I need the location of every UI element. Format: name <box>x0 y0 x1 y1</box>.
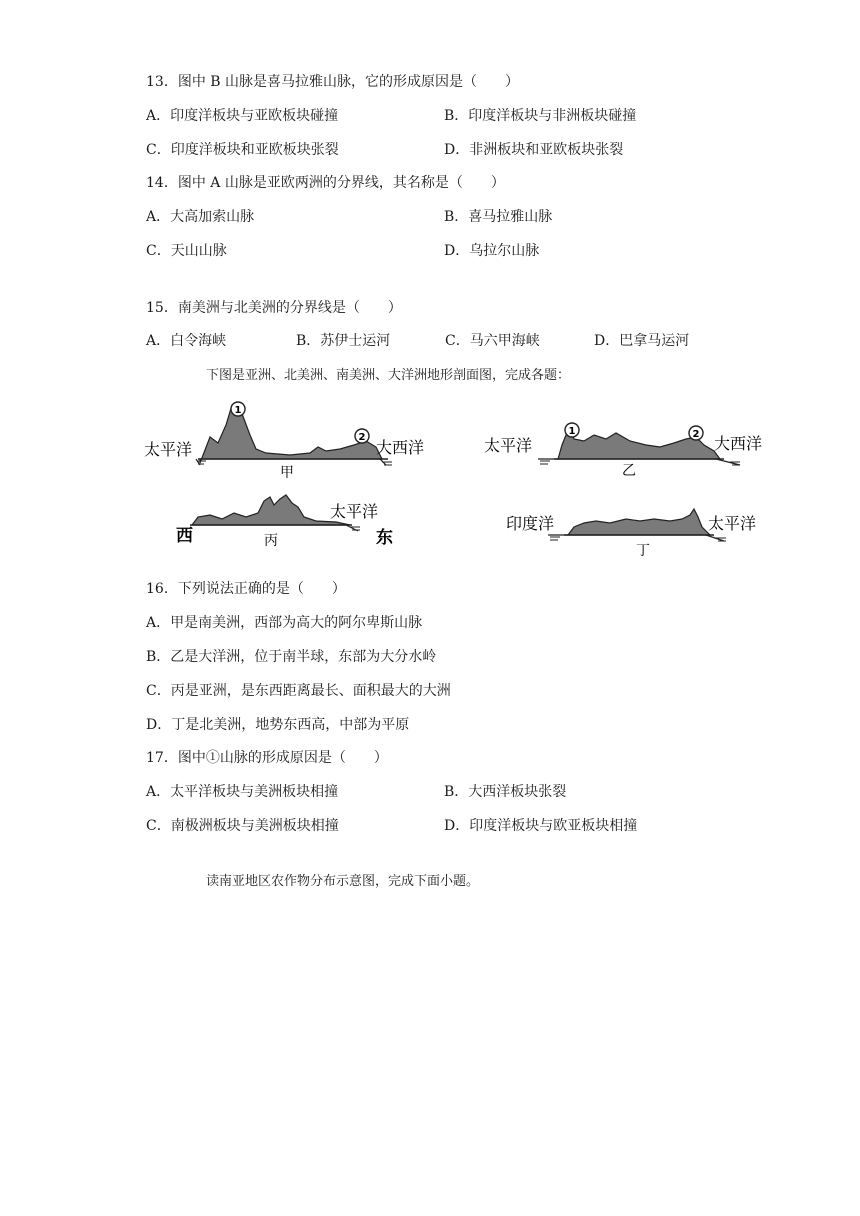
jia-mark-1: 1 <box>234 405 242 416</box>
q16-option-d[interactable]: D．丁是北美洲，地势东西高，中部为平原 <box>146 717 410 733</box>
yi-mark-1: 1 <box>568 426 576 437</box>
q15-option-c[interactable]: C．马六甲海峡 <box>445 333 540 349</box>
yi-mark-2: 2 <box>692 429 700 440</box>
figure-intro-text: 下图是亚洲、北美洲、南美洲、大洋洲地形剖面图，完成各题： <box>206 368 571 383</box>
q13-stem: 13．图中 B 山脉是喜马拉雅山脉，它的形成原因是（ ） <box>146 74 520 90</box>
q17-stem: 17．图中①山脉的形成原因是（ ） <box>146 750 388 766</box>
yi-name: 乙 <box>622 463 636 479</box>
q15-option-a[interactable]: A．白令海峡 <box>146 333 227 349</box>
q13-option-d[interactable]: D．非洲板块和亚欧板块张裂 <box>444 142 624 158</box>
profile-bing <box>176 495 393 549</box>
bing-west-label: 西 <box>176 526 193 546</box>
q13-option-a[interactable]: A．印度洋板块与亚欧板块碰撞 <box>146 108 339 124</box>
jia-name: 甲 <box>280 465 294 481</box>
jia-left-label: 太平洋 <box>144 440 193 459</box>
terrain-profile-figure <box>140 395 790 565</box>
profile-yi <box>484 423 762 479</box>
ding-name: 丁 <box>636 543 650 559</box>
q16-stem: 16．下列说法正确的是（ ） <box>146 581 346 597</box>
q14-option-d[interactable]: D．乌拉尔山脉 <box>444 243 540 259</box>
q15-option-d[interactable]: D．巴拿马运河 <box>594 333 690 349</box>
yi-left-label: 太平洋 <box>484 436 533 455</box>
q16-option-a[interactable]: A．甲是南美洲，西部为高大的阿尔卑斯山脉 <box>146 615 423 631</box>
q17-option-c[interactable]: C．南极洲板块与美洲板块相撞 <box>146 818 339 834</box>
q17-option-b[interactable]: B．大西洋板块张裂 <box>444 784 567 800</box>
south-asia-intro-text: 读南亚地区农作物分布示意图，完成下面小题。 <box>206 874 480 889</box>
ding-left-label: 印度洋 <box>506 514 555 533</box>
bing-east-label: 东 <box>376 528 393 548</box>
profile-jia <box>144 402 424 481</box>
q17-option-a[interactable]: A．太平洋板块与美洲板块相撞 <box>146 784 339 800</box>
profile-bing-shape <box>192 495 350 525</box>
q14-option-a[interactable]: A．大高加索山脉 <box>146 209 255 225</box>
bing-right-label: 太平洋 <box>330 502 379 521</box>
profile-ding <box>506 509 756 559</box>
q15-option-b[interactable]: B．苏伊士运河 <box>296 333 391 349</box>
q17-option-d[interactable]: D．印度洋板块与欧亚板块相撞 <box>444 818 638 834</box>
jia-mark-2: 2 <box>358 432 366 443</box>
q15-stem: 15．南美洲与北美洲的分界线是（ ） <box>146 300 402 316</box>
q14-option-b[interactable]: B．喜马拉雅山脉 <box>444 209 553 225</box>
q14-option-c[interactable]: C．天山山脉 <box>146 243 227 259</box>
q16-option-c[interactable]: C．丙是亚洲，是东西距离最长、面积最大的大洲 <box>146 683 451 699</box>
q13-option-b[interactable]: B．印度洋板块与非洲板块碰撞 <box>444 108 637 124</box>
q13-option-c[interactable]: C．印度洋板块和亚欧板块张裂 <box>146 142 339 158</box>
ding-right-label: 太平洋 <box>708 514 757 533</box>
q14-stem: 14．图中 A 山脉是亚欧两洲的分界线，其名称是（ ） <box>146 175 505 191</box>
jia-right-label: 大西洋 <box>376 438 425 457</box>
profile-jia-shape <box>200 403 382 463</box>
q16-option-b[interactable]: B．乙是大洋洲，位于南半球，东部为大分水岭 <box>146 649 437 665</box>
profile-ding-shape <box>568 509 710 535</box>
bing-name: 丙 <box>264 533 278 549</box>
yi-right-label: 大西洋 <box>714 434 763 453</box>
